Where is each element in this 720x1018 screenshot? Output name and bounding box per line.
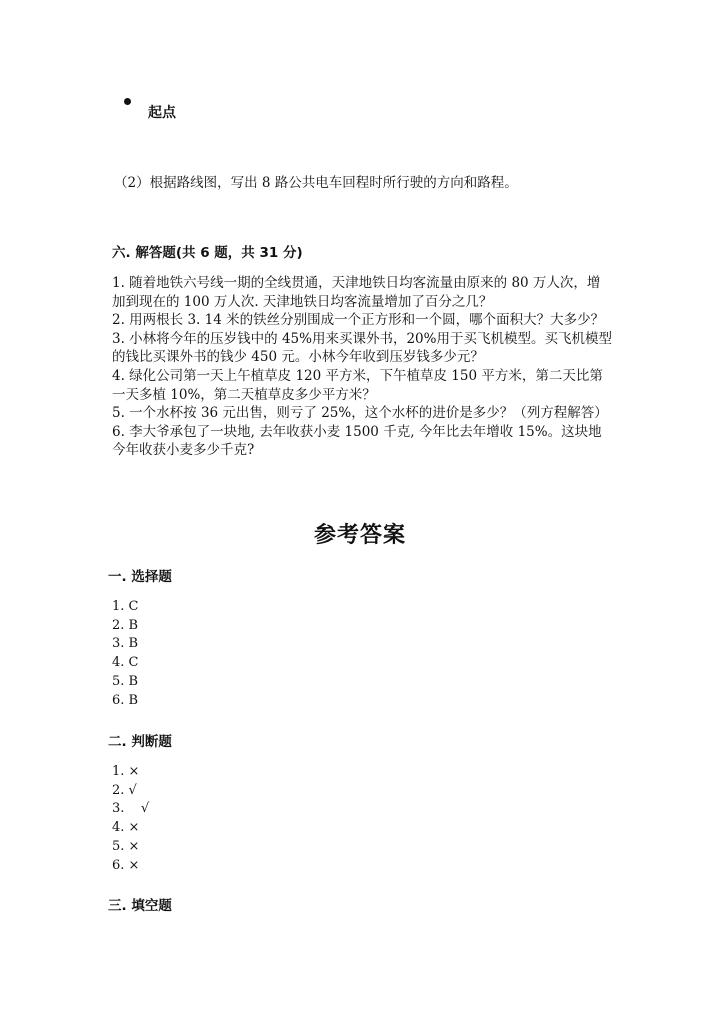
answer-item: 4. × (112, 820, 140, 836)
problem-item: 1. 随着地铁六号线一期的全线贯通，天津地铁日均客流量由原来的 80 万人次，增加到现在的 100 万人次. 天津地铁日均客流量增加了百分之几？ (112, 275, 601, 310)
problem-item: 3. 小林将今年的压岁钱中的 45%用来买课外书，20%用于买飞机模型。买飞机模型的钱比买课外书的钱少 450 元。小林今年收到压岁钱多少元？ (112, 330, 612, 366)
answer-item: 5. B (112, 673, 139, 689)
answer-section-3-title: 三. 填空题 (108, 898, 172, 914)
answer-section-1-title: 一. 选择题 (108, 569, 172, 585)
answer-item: 4. C (112, 655, 139, 671)
start-point-marker (124, 98, 131, 105)
answer-item: 5. × (112, 838, 140, 854)
answer-item: 1. C (112, 599, 139, 614)
problem-item: 2. 用两根长 3. 14 米的铁丝分别围成一个正方形和一个圆，哪个面积大？大多少？ (112, 312, 605, 329)
answer-item: 6. B (112, 692, 139, 708)
problem-list (112, 274, 612, 460)
answer-item: 2. √ (112, 782, 137, 798)
section-6-title: 六. 解答题(共 6 题，共 31 分) (112, 245, 303, 261)
answer-item: 2. B (112, 617, 139, 633)
answer-item: 3. √ (112, 801, 150, 817)
problem-item: 6. 李大爷承包了一块地, 去年收获小麦 1500 千克, 今年比去年增收 15%。这块地今年收获小麦多少千克? (112, 423, 602, 459)
question-2-text: （2）根据路线图，写出 8 路公共电车回程时所行驶的方向和路程。 (114, 175, 518, 191)
answer-section-1-list (112, 598, 138, 710)
answer-section-2-list (112, 763, 149, 875)
answer-section-2-title: 二. 判断题 (108, 734, 172, 750)
problem-item: 4. 绿化公司第一天上午植草皮 120 平方米，下午植草皮 150 平方米，第二天比第一天多植 10%，第二天植草皮多少平方米？ (112, 367, 603, 403)
answer-item: 6. × (112, 857, 140, 873)
answer-key-heading: 参考答案 (313, 523, 406, 548)
answer-item: 3. B (112, 636, 139, 652)
problem-item: 5. 一个水杯按 36 元出售，则亏了 25%，这个水杯的进价是多少？（列方程解答） (112, 405, 608, 422)
start-point-label: 起点 (148, 105, 176, 121)
answer-item: 1. × (112, 764, 140, 779)
